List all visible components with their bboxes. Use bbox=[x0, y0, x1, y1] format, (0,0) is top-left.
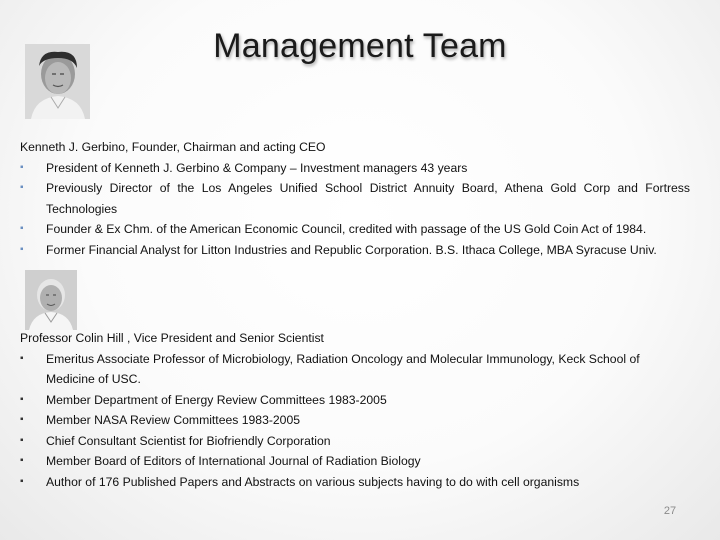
bullet-icon: ▪ bbox=[20, 414, 24, 425]
portrait-photo-icon bbox=[25, 44, 90, 119]
list-item-text: Author of 176 Published Papers and Abstracts on various subjects having to do with cell organisms bbox=[46, 474, 580, 489]
bullet-icon: ▪ bbox=[20, 455, 24, 466]
list-item-text: Emeritus Associate Professor of Microbiology, Radiation Oncology and Molecular Immunology, Keck School of Medicine of USC. bbox=[46, 351, 640, 386]
colin-hill-section bbox=[20, 328, 690, 492]
photo-kenneth-gerbino bbox=[25, 44, 90, 119]
bullet-icon: ▪ bbox=[20, 393, 24, 405]
bullet-icon: ▪ bbox=[20, 352, 24, 364]
list-item-text: President of Kenneth J. Gerbino & Company – Investment managers 43 years bbox=[46, 160, 468, 175]
bullet-icon: ▪ bbox=[20, 223, 24, 234]
bullet-icon: ▪ bbox=[20, 182, 24, 193]
bullet-icon: ▪ bbox=[20, 434, 24, 446]
person1-heading: Kenneth J. Gerbino, Founder, Chairman and acting CEO bbox=[20, 140, 326, 154]
photo-colin-hill bbox=[25, 270, 77, 330]
person2-heading: Professor Colin Hill , Vice President and Senior Scientist bbox=[20, 331, 324, 345]
list-item bbox=[20, 390, 690, 411]
list-item-text: Founder & Ex Chm. of the American Economic Council, credited with passage of the US Gold Coin Act of 1984. bbox=[46, 222, 647, 236]
list-item bbox=[20, 240, 690, 261]
list-item bbox=[20, 410, 690, 431]
bullet-icon: ▪ bbox=[20, 161, 24, 173]
slide-title: Management Team bbox=[213, 27, 507, 65]
list-item-text: Previously Director of the Los Angeles Unified School District Annuity Board, Athena Gold Corp and Fortress Technologies bbox=[46, 181, 690, 216]
kenneth-gerbino-section bbox=[20, 137, 690, 260]
page-number: 27 bbox=[663, 505, 677, 517]
list-item-text: Member Department of Energy Review Committees 1983-2005 bbox=[46, 392, 387, 407]
bullet-icon: ▪ bbox=[20, 475, 24, 487]
list-item bbox=[20, 219, 690, 240]
list-item bbox=[20, 349, 690, 390]
list-item-text: Former Financial Analyst for Litton Industries and Republic Corporation. B.S. Ithaca College, MBA Syracuse Univ. bbox=[46, 242, 657, 257]
list-item-text: Member NASA Review Committees 1983-2005 bbox=[46, 413, 301, 427]
list-item bbox=[20, 178, 690, 219]
bullet-icon: ▪ bbox=[20, 243, 24, 255]
list-item-text: Chief Consultant Scientist for Biofriendly Corporation bbox=[46, 433, 331, 448]
list-item bbox=[20, 158, 690, 179]
portrait-photo-icon bbox=[25, 270, 77, 330]
list-item bbox=[20, 472, 690, 493]
list-item-text: Member Board of Editors of International Journal of Radiation Biology bbox=[46, 454, 421, 468]
list-item bbox=[20, 451, 690, 472]
list-item bbox=[20, 431, 690, 452]
